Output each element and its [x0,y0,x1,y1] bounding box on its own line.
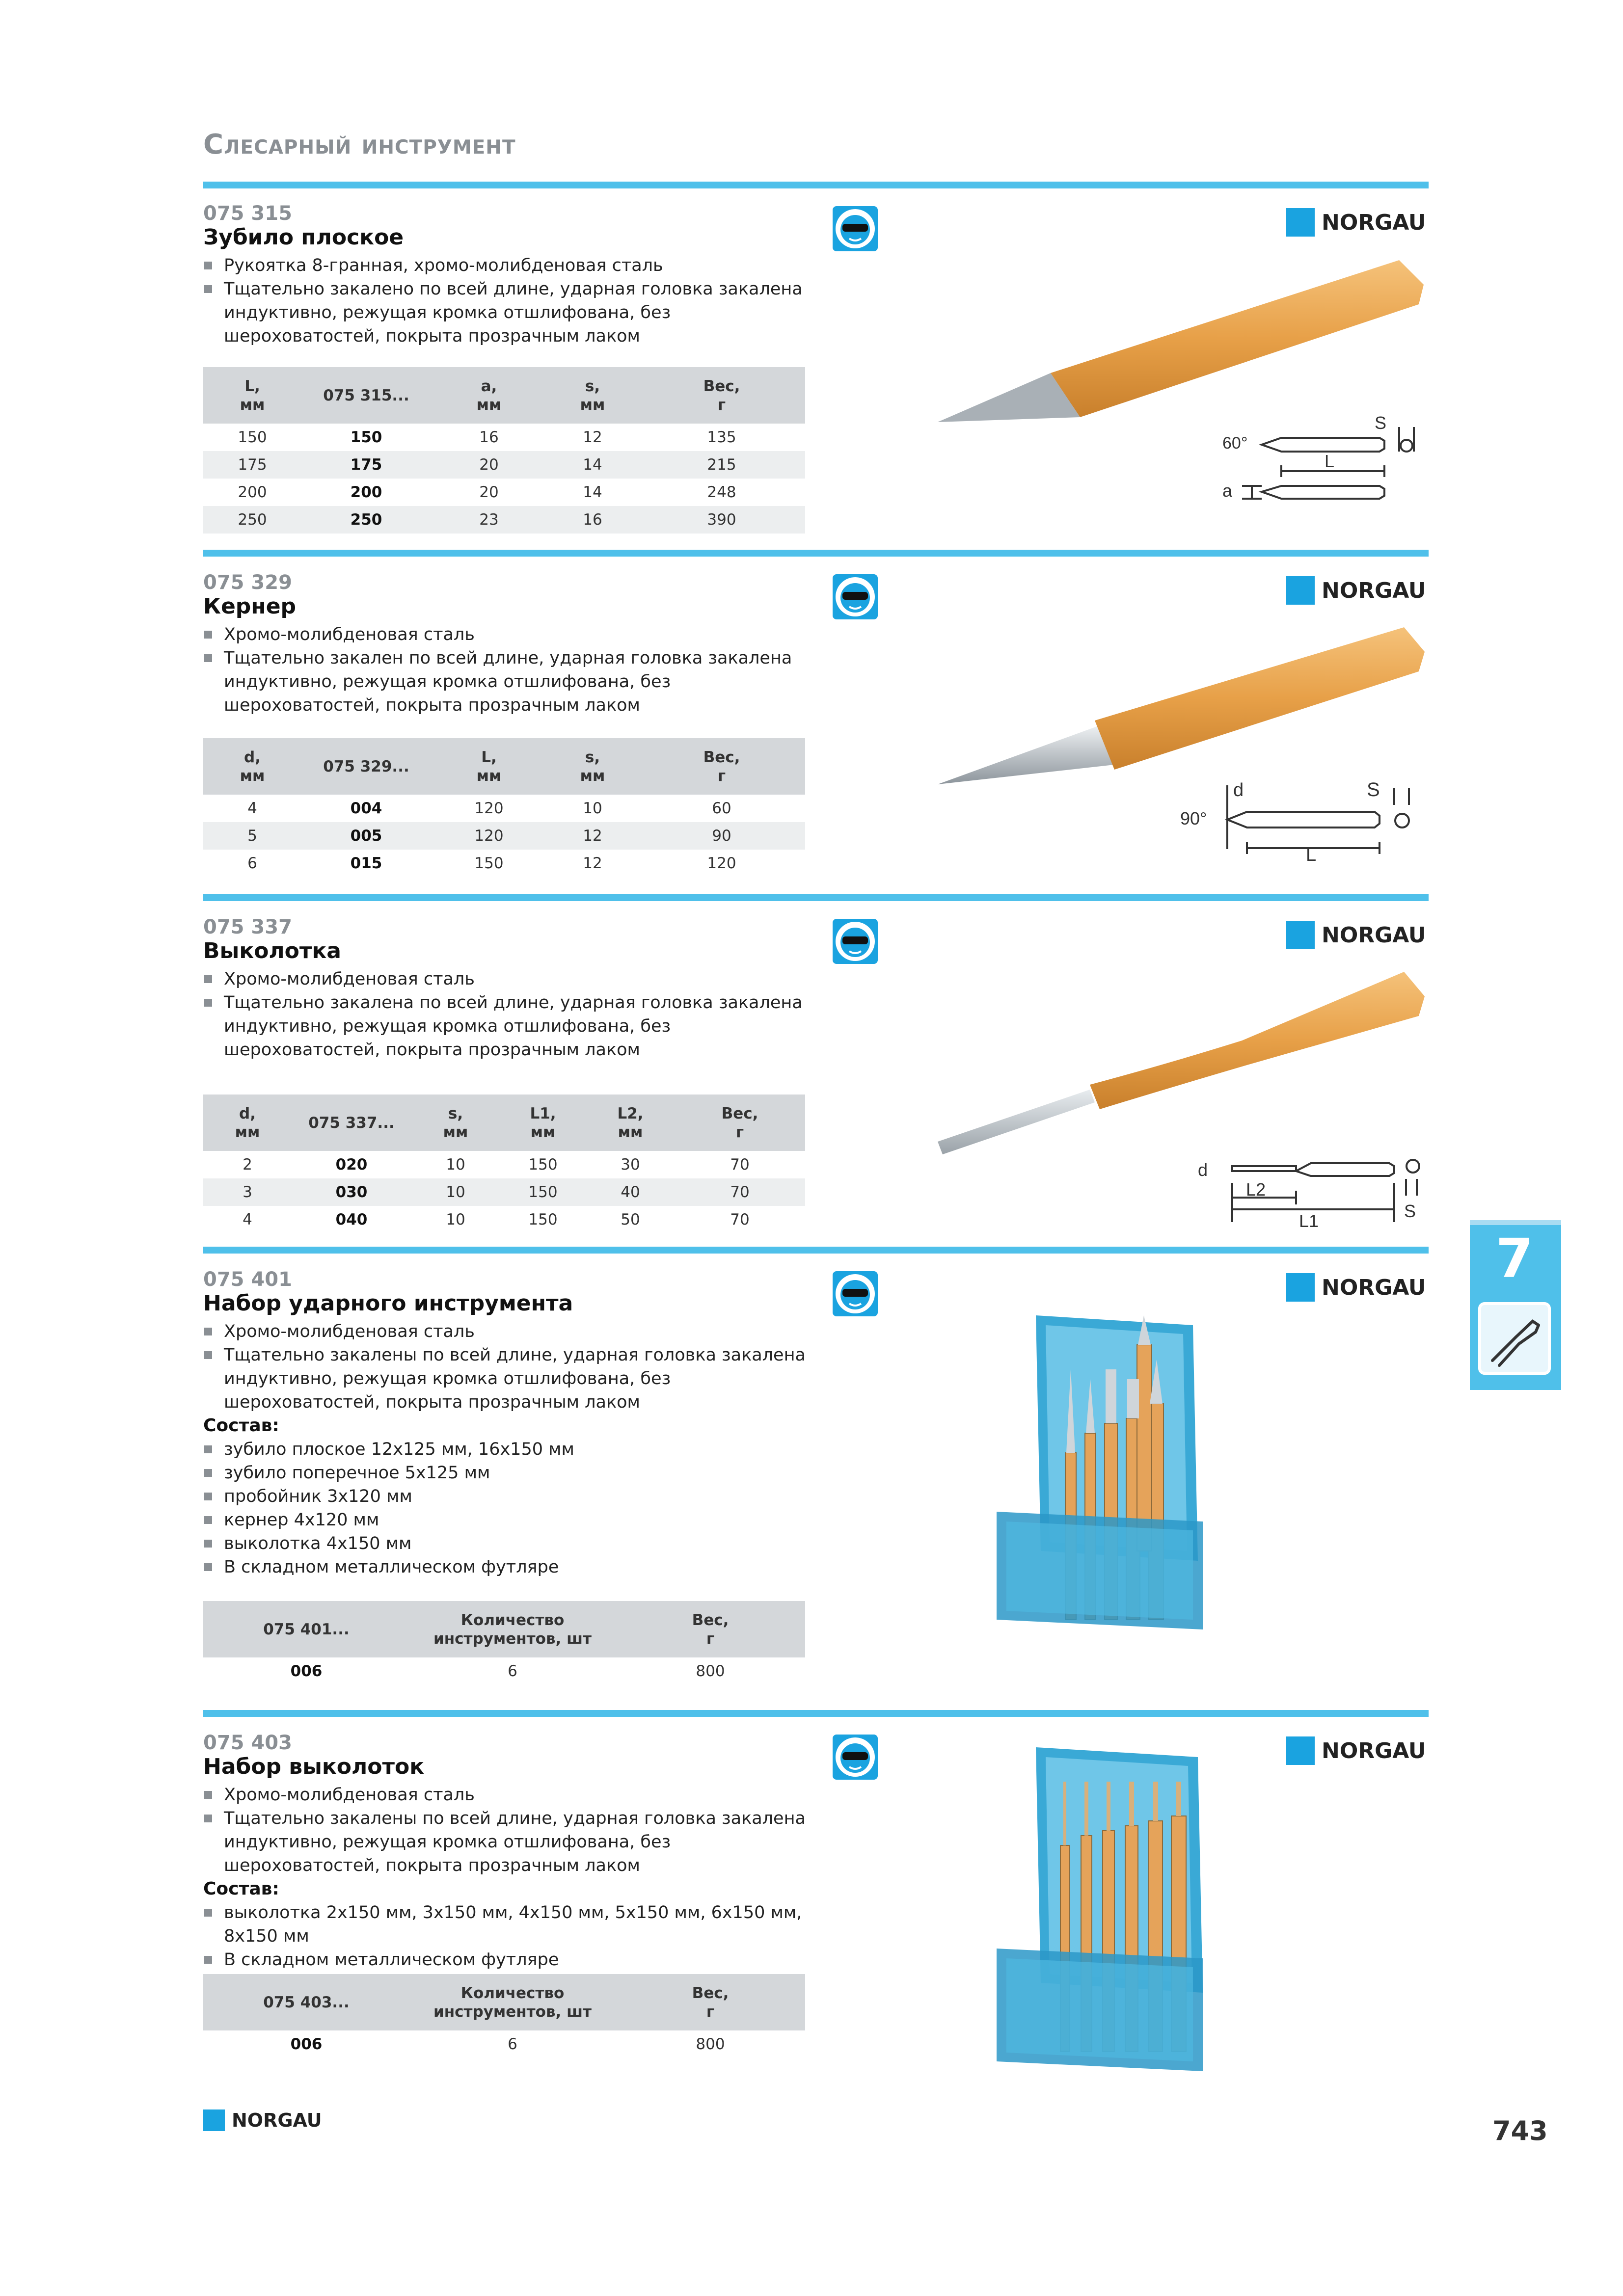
l2-label: L2 [1246,1179,1266,1200]
feature-item: Тщательно закалено по всей длине, ударная головка закалена индуктивно, режущая кромка отшлифована, без шероховатостей, покрыта прозрачным лаком [203,277,822,348]
l1-label: L1 [1299,1211,1319,1231]
product-code: 075 329 [203,571,292,594]
chapter-number: 7 [1495,1227,1534,1290]
d-label: d [1198,1160,1208,1180]
feature-list [203,1783,807,1877]
col-header: d, мм [203,1095,292,1151]
table-cell: 12 [547,822,638,850]
brand-logo: NORGAU [1286,1272,1426,1303]
col-header: 075 401... [203,1601,409,1657]
table-row [203,2030,805,2058]
product-075329 [203,571,822,717]
center-punch-image [928,622,1438,794]
feature-list [203,623,822,717]
col-header: L1, мм [500,1095,586,1151]
col-header: 075 403... [203,1974,409,2030]
table-cell: 12 [583,428,602,446]
table-row [203,1178,805,1206]
brand-logo: NORGAU [1286,920,1426,950]
contents-item: выколотка 4x150 мм [203,1532,822,1555]
table-cell: 800 [696,2035,725,2053]
table-cell: 004 [350,800,382,817]
table-row [203,795,805,822]
product-075315 [203,202,822,348]
table-cell: 120 [431,822,547,850]
s-label: S [1367,779,1380,801]
spec-table [203,1095,805,1233]
col-header: a, мм [431,367,547,424]
feature-item: Хромо-молибденовая сталь [203,967,822,991]
table-cell: 90 [638,822,805,850]
safety-goggles-icon [832,1270,879,1317]
product-code: 075 401 [203,1268,292,1291]
a-label: a [1222,481,1233,501]
flat-chisel-image [928,255,1438,432]
table-cell: 70 [730,1156,750,1174]
feature-item: Хромо-молибденовая сталь [203,1783,807,1807]
table-cell: 020 [335,1156,368,1174]
feature-list [203,967,822,1062]
table-cell: 150 [528,1211,558,1228]
col-header: L, мм [431,738,547,795]
safety-goggles-icon [832,573,879,620]
contents-label: Состав: [203,1879,279,1899]
col-header: Вес, г [638,367,805,424]
table-cell: 12 [583,854,602,872]
feature-item: Тщательно закален по всей длине, ударная головка закалена индуктивно, режущая кромка отшлифована, без шероховатостей, покрыта прозрачным лаком [203,646,822,717]
table-cell: 006 [290,2035,323,2053]
feature-item: Хромо-молибденовая сталь [203,1320,822,1343]
table-cell: 135 [707,428,736,446]
col-header: Количество инструментов, шт [409,1974,616,2030]
col-header: Вес, г [616,1601,805,1657]
contents-list [203,1438,822,1579]
product-code: 075 337 [203,916,292,938]
s-label: S [1404,1201,1416,1221]
section-divider [203,894,1429,901]
brand-logo: NORGAU [1286,1735,1426,1766]
col-header: 075 337... [292,1095,411,1151]
impact-set-case-image [987,1306,1213,1649]
table-cell: 6 [508,1662,517,1680]
angle-label: 60° [1222,434,1248,453]
punch-set-case-image [987,1737,1213,2081]
table-row [203,451,805,479]
table-cell: 150 [238,428,267,446]
table-row [203,479,805,506]
table-cell: 10 [446,1156,465,1174]
contents-item: зубило плоское 12x125 мм, 16x150 мм [203,1438,822,1461]
table-cell: 3 [203,1178,292,1206]
table-cell: 150 [500,1178,586,1206]
spec-table [203,1974,805,2058]
col-header: L2, мм [586,1095,675,1151]
col-header: d, мм [203,738,301,795]
product-name: Кернер [203,594,297,619]
section-divider [203,1247,1429,1254]
product-code: 075 315 [203,202,292,225]
table-cell: 70 [730,1211,750,1228]
product-code: 075 403 [203,1732,292,1754]
table-row [203,822,805,850]
contents-item: кернер 4x120 мм [203,1508,822,1532]
table-cell: 175 [203,451,301,479]
l-label: L [1325,451,1335,471]
table-cell: 4 [247,800,257,817]
pliers-icon [1478,1302,1551,1375]
feature-item: Тщательно закалена по всей длине, ударная головка закалена индуктивно, режущая кромка отшлифована, без шероховатостей, покрыта прозрачным лаком [203,991,822,1062]
table-cell: 150 [474,854,504,872]
section-divider [203,1710,1429,1717]
table-cell: 6 [247,854,257,872]
table-row [203,850,805,877]
tab-highlight [1470,1220,1561,1225]
table-row [203,424,805,451]
table-cell: 16 [547,506,638,534]
table-cell: 248 [707,483,736,501]
col-header: s, мм [411,1095,500,1151]
l-label: L [1306,845,1317,864]
table-cell: 030 [292,1178,411,1206]
spec-table [203,367,805,534]
col-header: s, мм [547,738,638,795]
safety-goggles-icon [832,1734,879,1781]
table-cell: 120 [474,800,504,817]
d-label: d [1233,780,1244,801]
table-cell: 175 [301,451,431,479]
product-name: Набор выколоток [203,1754,425,1779]
contents-item: выколотка 2x150 мм, 3x150 мм, 4x150 мм, 5x150 мм, 6x150 мм, 8x150 мм [203,1901,841,1948]
table-cell: 250 [203,506,301,534]
pin-punch-image [928,967,1438,1163]
col-header: L, мм [203,367,301,424]
table-cell: 20 [479,483,499,501]
col-header: Вес, г [616,1974,805,2030]
contents-item: зубило поперечное 5x125 мм [203,1461,822,1485]
col-header: Вес, г [675,1095,805,1151]
table-cell: 4 [243,1211,252,1228]
table-cell: 390 [638,506,805,534]
col-header: Количество инструментов, шт [409,1601,616,1657]
section-divider [203,182,1429,188]
s-label: S [1375,413,1387,433]
table-cell: 2 [243,1156,252,1174]
table-row [203,1151,805,1178]
product-075337 [203,916,822,1062]
product-name: Зубило плоское [203,225,404,250]
col-header: s, мм [547,367,638,424]
product-name: Набор ударного инструмента [203,1291,573,1316]
pin-punch-dimension-diagram [1193,1148,1434,1232]
table-cell: 150 [528,1156,558,1174]
page-title: Слесарный инструмент [203,129,516,160]
table-cell: 16 [479,428,499,446]
brand-logo: NORGAU [1286,207,1426,238]
col-header: 075 329... [301,738,431,795]
table-cell: 14 [547,451,638,479]
angle-label: 90° [1180,808,1207,828]
chisel-dimension-diagram [1217,412,1434,510]
feature-list [203,254,822,348]
table-row [203,506,805,534]
spec-table [203,738,805,877]
col-header: 075 315... [301,367,431,424]
table-cell: 20 [431,451,547,479]
safety-goggles-icon [832,918,879,965]
table-cell: 23 [431,506,547,534]
product-075401 [203,1268,822,1579]
footer-brand-logo: NORGAU [203,2109,322,2132]
table-row [203,1657,805,1685]
table-cell: 10 [446,1211,465,1228]
section-divider [203,550,1429,557]
table-row [203,1206,805,1233]
table-cell: 5 [203,822,301,850]
table-cell: 800 [696,1662,725,1680]
safety-goggles-icon [832,205,879,252]
table-cell: 015 [350,854,382,872]
brand-logo: NORGAU [1286,575,1426,606]
page-number: 743 [1492,2115,1548,2146]
table-cell: 14 [583,483,602,501]
table-cell: 40 [586,1178,675,1206]
contents-list [203,1901,841,1972]
feature-item: Хромо-молибденовая сталь [203,623,822,646]
table-cell: 150 [350,428,382,446]
feature-item: Рукоятка 8-гранная, хромо-молибденовая сталь [203,254,822,277]
table-cell: 6 [508,2035,517,2053]
col-header: Вес, г [638,738,805,795]
contents-item: пробойник 3x120 мм [203,1485,822,1508]
feature-item: Тщательно закалены по всей длине, ударная головка закалена индуктивно, режущая кромка отшлифована, без шероховатостей, покрыта прозрачным лаком [203,1343,822,1414]
product-075403 [203,1732,841,1972]
product-name: Выколотка [203,938,341,963]
table-cell: 50 [621,1211,640,1228]
contents-label: Состав: [203,1415,279,1436]
table-cell: 005 [301,822,431,850]
table-cell: 10 [583,800,602,817]
feature-item: Тщательно закалены по всей длине, ударная головка закалена индуктивно, режущая кромка отшлифована, без шероховатостей, покрыта прозрачным лаком [203,1807,807,1877]
table-cell: 215 [638,451,805,479]
table-cell: 200 [238,483,267,501]
spec-table [203,1601,805,1685]
table-cell: 30 [621,1156,640,1174]
contents-item: В складном металлическом футляре [203,1948,841,1972]
table-cell: 040 [335,1211,368,1228]
table-cell: 006 [290,1662,323,1680]
contents-item: В складном металлическом футляре [203,1555,822,1579]
table-cell: 70 [675,1178,805,1206]
table-cell: 60 [712,800,731,817]
feature-list [203,1320,822,1414]
table-cell: 250 [301,506,431,534]
table-cell: 10 [411,1178,500,1206]
table-cell: 120 [707,854,736,872]
table-cell: 200 [350,483,382,501]
center-punch-dimension-diagram [1178,775,1434,864]
